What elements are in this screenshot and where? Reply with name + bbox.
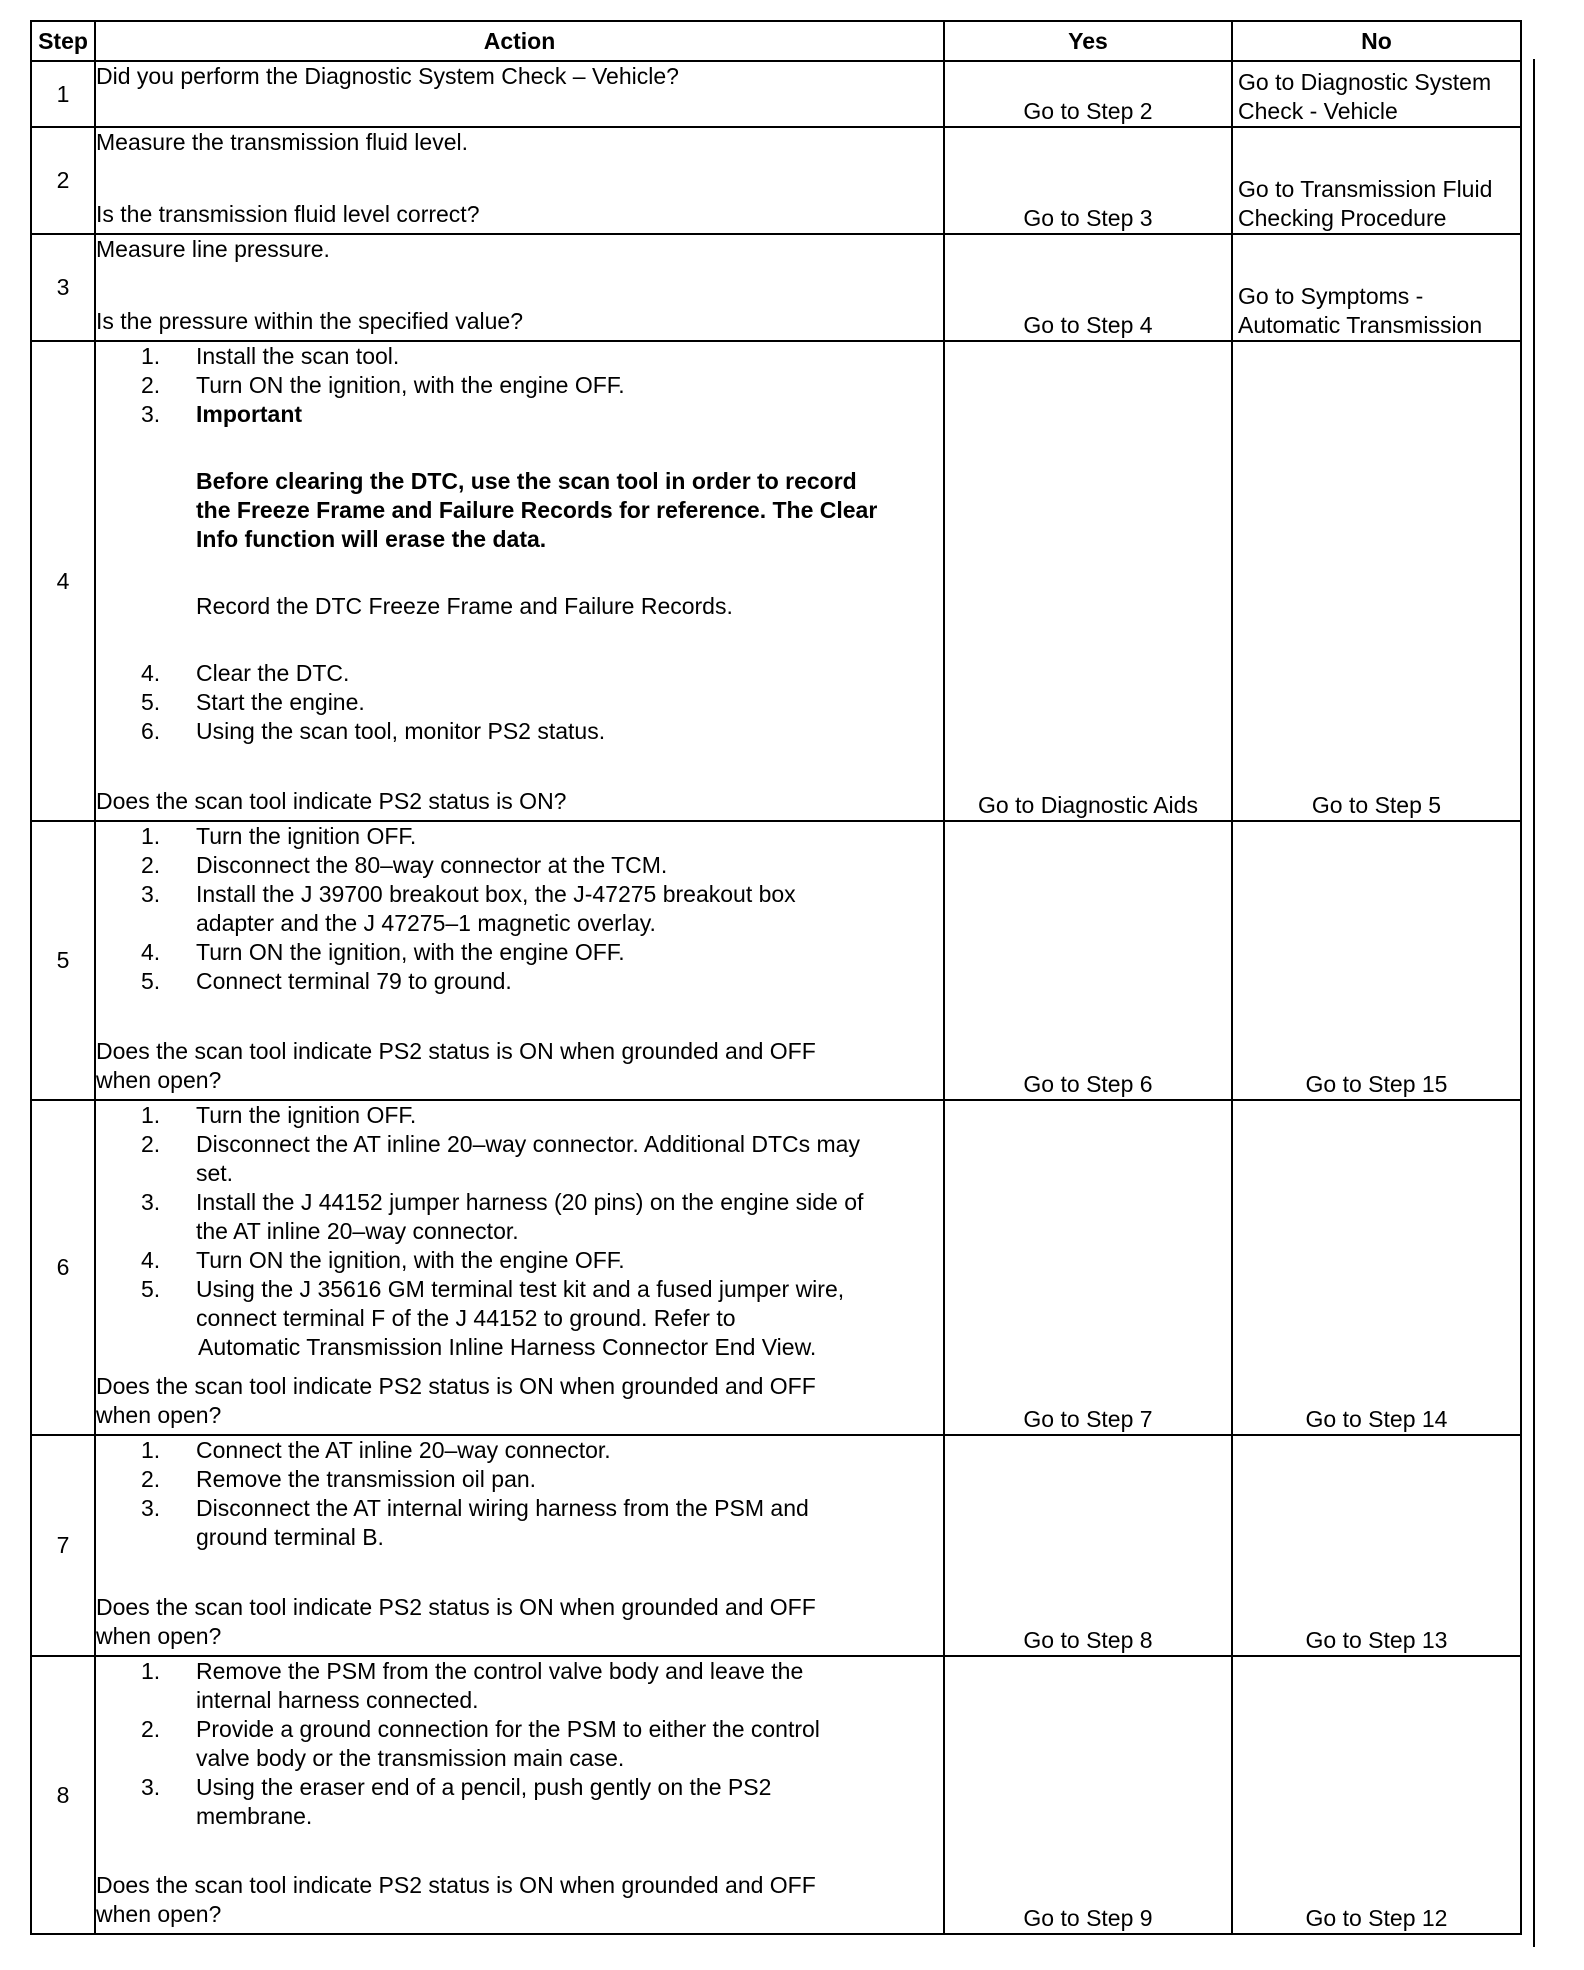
no-link-line: Go to Transmission Fluid bbox=[1238, 176, 1493, 202]
procedure-list bbox=[96, 1101, 943, 1362]
action-cell bbox=[95, 234, 944, 341]
procedure-list bbox=[96, 1657, 943, 1831]
no-link-line: Go to Symptoms - bbox=[1238, 283, 1424, 309]
yes-link[interactable]: Go to Step 9 bbox=[944, 1656, 1232, 1934]
list-item: 1. Turn the ignition OFF. bbox=[141, 823, 417, 849]
question: Does the scan tool indicate PS2 status is ON when grounded and OFF when open? bbox=[96, 1594, 816, 1649]
question: Is the transmission fluid level correct? bbox=[96, 201, 480, 227]
list-item: 1. Install the scan tool. bbox=[141, 343, 400, 369]
list-item: 2. Disconnect the AT inline 20–way connector. Additional DTCs may set. bbox=[141, 1131, 860, 1186]
list-item: 4. Clear the DTC. bbox=[141, 660, 350, 686]
table-row bbox=[31, 127, 1521, 234]
yes-link[interactable]: Go to Step 4 bbox=[944, 234, 1232, 341]
question: Does the scan tool indicate PS2 status is ON when grounded and OFF when open? bbox=[96, 1373, 816, 1428]
no-link-line: Automatic Transmission bbox=[1238, 312, 1483, 338]
no-link[interactable]: Go to Step 14 bbox=[1232, 1100, 1521, 1435]
list-item: 1. Turn the ignition OFF. bbox=[141, 1102, 417, 1128]
table-row bbox=[31, 1435, 1521, 1656]
step-number: 4 bbox=[31, 341, 95, 821]
action-cell bbox=[95, 127, 944, 234]
list-item: 4. Turn ON the ignition, with the engine OFF. bbox=[141, 1247, 625, 1273]
instruction: Measure line pressure. bbox=[96, 236, 330, 262]
action-cell bbox=[95, 821, 944, 1100]
no-link[interactable]: Go to Step 15 bbox=[1232, 821, 1521, 1100]
important-label: Important bbox=[196, 401, 303, 427]
list-item: 2. Turn ON the ignition, with the engine OFF. bbox=[141, 372, 625, 398]
diagnostic-table bbox=[30, 20, 1522, 1935]
question: Does the scan tool indicate PS2 status is ON? bbox=[96, 788, 567, 814]
question: Did you perform the Diagnostic System Check – Vehicle? bbox=[96, 63, 679, 89]
list-item: 2. Disconnect the 80–way connector at the TCM. bbox=[141, 852, 668, 878]
table-row bbox=[31, 1100, 1521, 1435]
yes-link[interactable]: Go to Step 2 bbox=[944, 61, 1232, 127]
procedure-list bbox=[96, 822, 943, 996]
right-margin-rule bbox=[1533, 59, 1535, 1947]
table-row bbox=[31, 234, 1521, 341]
question: Does the scan tool indicate PS2 status is ON when grounded and OFF when open? bbox=[96, 1872, 816, 1927]
table-row bbox=[31, 1656, 1521, 1934]
list-item: 5. Start the engine. bbox=[141, 689, 365, 715]
yes-link[interactable]: Go to Diagnostic Aids bbox=[944, 341, 1232, 821]
instruction: Measure the transmission fluid level. bbox=[96, 129, 468, 155]
action-cell bbox=[95, 341, 944, 821]
header-row bbox=[31, 21, 1521, 61]
list-item: 5. Connect terminal 79 to ground. bbox=[141, 968, 512, 994]
yes-link[interactable]: Go to Step 8 bbox=[944, 1435, 1232, 1656]
no-link-line: Go to Diagnostic System bbox=[1238, 69, 1492, 95]
reference-link[interactable]: Automatic Transmission Inline Harness Connector End View. bbox=[198, 1334, 817, 1360]
important-note: Before clearing the DTC, use the scan tool in order to record the Freeze Frame and Failure Records for reference. The Clear Info function will erase the data. bbox=[196, 468, 878, 552]
header-no: No bbox=[1232, 21, 1521, 61]
no-link[interactable] bbox=[1232, 127, 1521, 234]
step-number: 8 bbox=[31, 1656, 95, 1934]
no-link-line: Check - Vehicle bbox=[1238, 98, 1398, 124]
no-link[interactable]: Go to Step 13 bbox=[1232, 1435, 1521, 1656]
record-note: Record the DTC Freeze Frame and Failure Records. bbox=[196, 593, 733, 619]
list-item: 4. Turn ON the ignition, with the engine OFF. bbox=[141, 939, 625, 965]
step-number: 1 bbox=[31, 61, 95, 127]
no-link[interactable]: Go to Step 5 bbox=[1232, 341, 1521, 821]
list-item: 6. Using the scan tool, monitor PS2 status. bbox=[141, 718, 606, 744]
action-cell bbox=[95, 61, 944, 127]
yes-link[interactable]: Go to Step 3 bbox=[944, 127, 1232, 234]
no-link-line: Checking Procedure bbox=[1238, 205, 1447, 231]
list-item: 2. Provide a ground connection for the PSM to either the control valve body or the transmission main case. bbox=[141, 1716, 820, 1771]
step-number: 2 bbox=[31, 127, 95, 234]
question: Does the scan tool indicate PS2 status is ON when grounded and OFF when open? bbox=[96, 1038, 816, 1093]
action-cell bbox=[95, 1656, 944, 1934]
no-link[interactable]: Go to Step 12 bbox=[1232, 1656, 1521, 1934]
list-item: 2. Remove the transmission oil pan. bbox=[141, 1466, 537, 1492]
step-number: 3 bbox=[31, 234, 95, 341]
procedure-list bbox=[96, 659, 943, 746]
action-cell bbox=[95, 1100, 944, 1435]
list-item: 3. Disconnect the AT internal wiring harness from the PSM and ground terminal B. bbox=[141, 1495, 809, 1550]
list-item: 3. Using the eraser end of a pencil, push gently on the PS2 membrane. bbox=[141, 1774, 772, 1829]
list-item: 1. Remove the PSM from the control valve body and leave the internal harness connected. bbox=[141, 1658, 804, 1713]
list-item: 5. Using the J 35616 GM terminal test kit and a fused jumper wire, connect terminal F of the J 44152 to ground. Refer to Automatic Transmission Inline Harness Connector End View. bbox=[96, 1275, 943, 1362]
step-number: 5 bbox=[31, 821, 95, 1100]
question: Is the pressure within the specified value? bbox=[96, 308, 524, 334]
table-row bbox=[31, 821, 1521, 1100]
header-step: Step bbox=[31, 21, 95, 61]
header-yes: Yes bbox=[944, 21, 1232, 61]
yes-link[interactable]: Go to Step 7 bbox=[944, 1100, 1232, 1435]
procedure-list bbox=[96, 1436, 943, 1552]
step-number: 6 bbox=[31, 1100, 95, 1435]
procedure-list bbox=[96, 342, 943, 429]
list-item: 3. Install the J 39700 breakout box, the J-47275 breakout box adapter and the J 47275–1 magnetic overlay. bbox=[141, 881, 796, 936]
action-cell bbox=[95, 1435, 944, 1656]
list-item: 3. Important bbox=[141, 401, 303, 427]
step-number: 7 bbox=[31, 1435, 95, 1656]
list-item: 1. Connect the AT inline 20–way connector. bbox=[141, 1437, 611, 1463]
no-link[interactable] bbox=[1232, 234, 1521, 341]
table-row bbox=[31, 61, 1521, 127]
table-row bbox=[31, 341, 1521, 821]
yes-link[interactable]: Go to Step 6 bbox=[944, 821, 1232, 1100]
list-item: 3. Install the J 44152 jumper harness (20 pins) on the engine side of the AT inline 20–way connector. bbox=[141, 1189, 864, 1244]
no-link[interactable] bbox=[1232, 61, 1521, 127]
header-action: Action bbox=[95, 21, 944, 61]
